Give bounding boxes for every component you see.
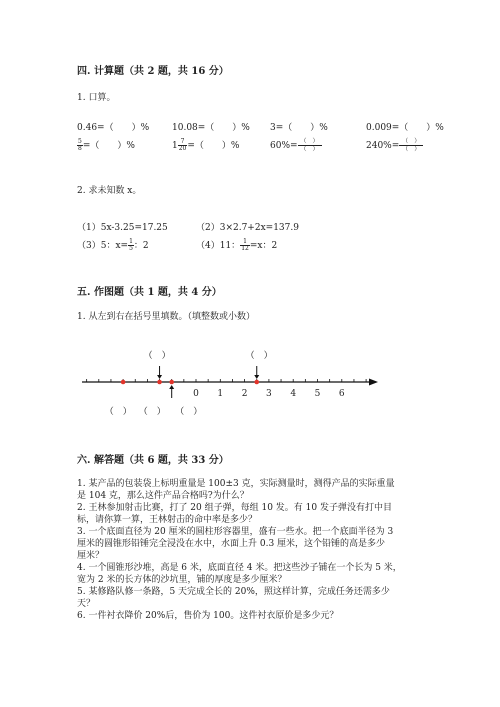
section5-title: 五. 作图题（共 1 题，共 4 分）: [77, 287, 222, 298]
problem-line: 6. 一件衬衣降价 20%后，售价为 100。这件衬衣原价是多少元？: [77, 611, 339, 621]
calc-item: 10.08=（ ）%: [172, 123, 250, 133]
problem-line: 1. 某产品的包装袋上标明重量是 100±3 克，实际测量时，测得产品的实际重量: [77, 479, 395, 489]
equation-2: （2）3×2.7+2x=137.9: [196, 223, 299, 233]
equation-3: （3）5：x= $\frac{1}{5}$ ：2: [77, 238, 149, 252]
section4-title: 四. 计算题（共 2 题，共 16 分）: [77, 66, 229, 77]
calc-item: 240%= $\frac{( )}{( )}$: [366, 138, 423, 153]
answer-bracket-top: （ ）: [143, 351, 171, 361]
fraction: $\frac{1}{5}$: [129, 238, 133, 252]
section6-title: 六. 解答题（共 6 题，共 33 分）: [77, 455, 229, 466]
calc-item: 3=（ ）%: [270, 123, 328, 133]
problem-line: 2. 王林参加射击比赛，打了 20 组子弹，每组 10 发。有 10 发子弹没有打中目: [77, 503, 392, 513]
problem-line: 标，请你算一算，王林射击的命中率是多少？: [77, 515, 258, 525]
answer-bracket-bottom: （ ）: [104, 407, 132, 417]
answer-bracket-top: （ ）: [245, 351, 273, 361]
calc-item: 0.009=（ ）%: [366, 123, 444, 133]
equation-1: （1）5x-3.25=17.25: [77, 223, 168, 233]
problem-line: 宽为 2 米的长方体的沙坑里，铺的厚度是多少厘米？: [77, 575, 287, 585]
tick-label: 3: [266, 389, 272, 399]
fraction: $\frac{5}{8}$: [78, 138, 82, 152]
axis-arrow-icon: [369, 379, 378, 386]
question-solve-x: 2. 求未知数 x。: [77, 186, 142, 196]
fraction: $\frac{1}{12}$: [241, 238, 249, 252]
answer-fraction: $\frac{( )}{( )}$: [298, 138, 322, 153]
question-number-line: 1. 从左到右在括号里填数。（填整数或小数）: [77, 312, 255, 322]
question-oral-calc: 1. 口算。: [77, 93, 116, 103]
calc-item: $\frac{5}{8}$ =（ ）%: [78, 138, 135, 152]
down-arrow-head-icon: [254, 375, 259, 379]
answer-bracket-bottom: （ ）: [138, 407, 166, 417]
answer-fraction: $\frac{( )}{( )}$: [399, 138, 423, 153]
marked-point: [169, 380, 174, 385]
up-arrow-head-icon: [169, 385, 174, 389]
calc-item: 0.46=（ ）%: [77, 123, 150, 133]
marked-point: [254, 380, 259, 385]
calc-item: 1 $\frac{7}{20}$ =（ ）%: [172, 138, 240, 152]
problem-line: 3. 一个底面直径为 20 厘米的圆柱形容器里，盛有一些水。把一个底面半径为 3: [77, 527, 394, 537]
marked-point: [157, 380, 162, 385]
problem-line: 厘米的圆锥形铅锤完全浸没在水中，水面上升 0.3 厘米，这个铅锤的高是多少: [77, 539, 386, 549]
problem-line: 5. 某修路队修一条路，5 天完成全长的 20%，照这样计算，完成任务还需多少: [77, 587, 390, 597]
tick-label: 0: [193, 389, 199, 399]
problem-line: 厘米？: [77, 551, 105, 561]
problems-list: [77, 478, 402, 622]
tick-label: 4: [290, 389, 297, 399]
marked-point: [121, 380, 126, 385]
tick-label: 1: [217, 389, 224, 399]
fraction: $\frac{7}{20}$: [178, 138, 187, 152]
problem-line: 是 104 克，那么这件产品合格吗?为什么？: [77, 491, 249, 501]
problem-line: 天？: [77, 599, 96, 609]
answer-bracket-bottom: （ ）: [175, 407, 203, 417]
down-arrow-head-icon: [157, 375, 162, 379]
tick-label: 2: [241, 389, 248, 399]
equation-4: （4）11： $\frac{1}{12}$ =x：2: [196, 238, 278, 252]
tick-label: 5: [314, 389, 321, 399]
calc-item: 60%= $\frac{( )}{( )}$: [270, 138, 322, 153]
problem-line: 4. 一个圆锥形沙堆，高是 6 米，底面直径 4 米。把这些沙子铺在一个长为 5 米，: [77, 563, 402, 573]
tick-label: 6: [338, 389, 345, 399]
